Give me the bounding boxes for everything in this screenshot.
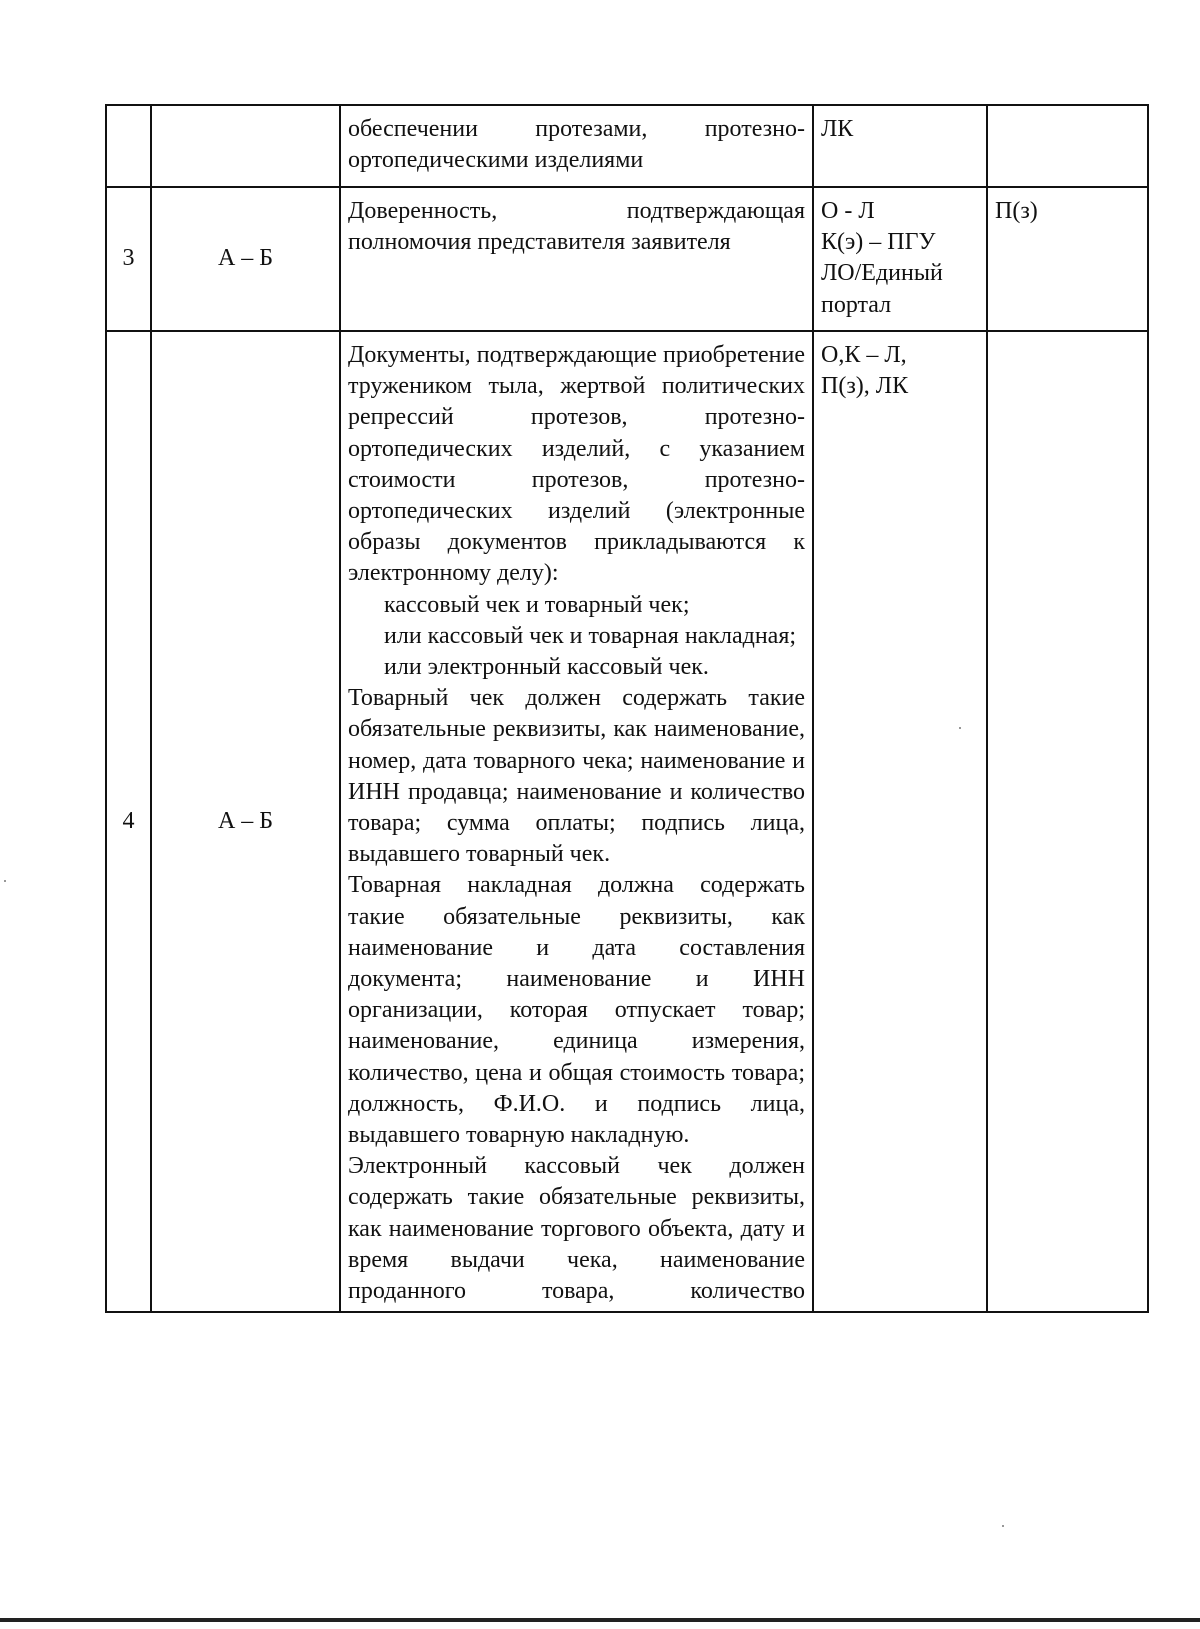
requirements-table bbox=[105, 104, 1149, 1313]
scan-edge-line bbox=[0, 1618, 1200, 1622]
note-cell bbox=[987, 105, 1148, 187]
row-number-cell: 3 bbox=[106, 187, 151, 331]
description-cell bbox=[340, 331, 813, 1312]
table-row bbox=[106, 331, 1148, 1312]
row-number-cell: 4 bbox=[106, 331, 151, 1312]
table-row bbox=[106, 105, 1148, 187]
form-text: О - Л К(э) – ПГУ ЛО/Единый портал bbox=[821, 198, 943, 318]
description-paragraph: Товарный чек должен содержать такие обязательные реквизиты, как наименование, номер, дата товарного чека; наименование и ИНН продавца; наименование и количество товара; сумма оплаты; подпись лица, выдавшего товарный чек. bbox=[348, 685, 805, 868]
form-text: ЛК bbox=[821, 116, 854, 142]
row-number-cell bbox=[106, 105, 151, 187]
description-paragraph: или кассовый чек и товарная накладная; bbox=[384, 622, 797, 649]
description-paragraph: Товарная накладная должна содержать такие обязательные реквизиты, как наименование и дата составления документа; наименование и ИНН организации, которая отпускает товар; наименование, единица измерения, количество, цена и общая стоимость товара; должность, Ф.И.О. и подпись лица, выдавшего товарную накладную. bbox=[348, 872, 805, 1149]
form-text: О,К – Л, П(з), ЛК bbox=[821, 342, 909, 400]
category-cell: А – Б bbox=[151, 331, 340, 1312]
note-cell: П(з) bbox=[987, 187, 1148, 331]
form-cell bbox=[813, 187, 987, 331]
description-cell bbox=[340, 187, 813, 331]
note-cell bbox=[987, 331, 1148, 1312]
description-cell bbox=[340, 105, 813, 187]
category-cell: А – Б bbox=[151, 187, 340, 331]
table-row bbox=[106, 187, 1148, 331]
description-paragraph: Документы, подтверждающие приобретение тружеником тыла, жертвой политических репрессий протезов, протезно-ортопедических изделий, с указанием стоимости протезов, протезно-ортопедических изделий (электронные образы документов прикладываются к электронному делу): bbox=[348, 342, 805, 587]
form-cell bbox=[813, 105, 987, 187]
description-paragraph: Доверенность, подтверждающая полномочия представителя заявителя bbox=[348, 198, 805, 256]
scan-speck bbox=[959, 727, 961, 729]
description-paragraph: или электронный кассовый чек. bbox=[384, 654, 709, 681]
category-cell bbox=[151, 105, 340, 187]
description-paragraph: обеспечении протезами, протезно-ортопедическими изделиями bbox=[348, 116, 805, 174]
scan-speck bbox=[1002, 1525, 1004, 1527]
description-paragraph: кассовый чек и товарный чек; bbox=[384, 591, 690, 618]
description-paragraph: Электронный кассовый чек должен содержать такие обязательные реквизиты, как наименование торгового объекта, дату и время выдачи чека, наименование проданного товара, количество bbox=[348, 1153, 805, 1305]
scan-speck bbox=[4, 880, 6, 882]
form-cell bbox=[813, 331, 987, 1312]
